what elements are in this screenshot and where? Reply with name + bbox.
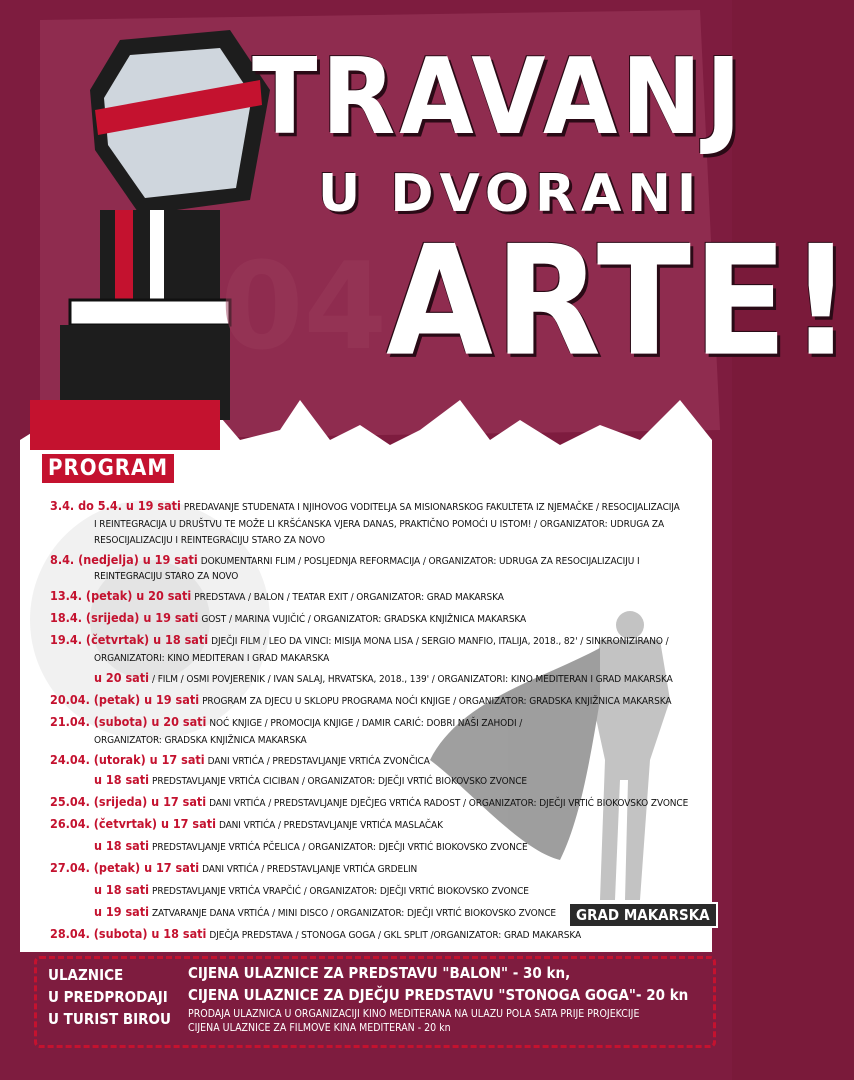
ticket-info-line-2: U PREDPRODAJI [48, 988, 168, 1006]
event-line: u 19 sati ZATVARANJE DANA VRTIĆA / MINI DISCO / ORGANIZATOR: DJEČJI VRTIĆ BIOKOVSKO ZVONCE [94, 904, 556, 919]
event-line: u 18 sati PREDSTAVLJANJE VRTIĆA CICIBAN / ORGANIZATOR: DJEČJI VRTIĆ BIOKOVSKO ZVONCE [94, 772, 527, 787]
ticket-info-line-1: ULAZNICE [48, 966, 124, 984]
event-line: 25.04. (srijeda) u 17 sati DANI VRTIĆA / PREDSTAVLJANJE DJEČJEG VRTIĆA RADOST / ORGANIZATOR: DJEČJI VRTIĆ BIOKOVSKO ZVONCE [50, 794, 689, 809]
event-line: 19.4. (četvrtak) u 18 sati DJEČJI FILM / LEO DA VINCI: MISIJA MONA LISA / SERGIO MANFIO, ITALIJA, 2018., 82' / SINKRONIZIRANO / [50, 632, 669, 647]
event-line: 20.04. (petak) u 19 sati PROGRAM ZA DJECU U SKLOPU PROGRAMA NOĆI KNJIGE / ORGANIZATOR: GRADSKA KNJIŽNICA MAKARSKA [50, 692, 672, 707]
event-line: 26.04. (četvrtak) u 17 sati DANI VRTIĆA / PREDSTAVLJANJE VRTIĆA MASLAČAK [50, 816, 443, 831]
price-stonoga-goga: CIJENA ULAZNICE ZA DJEČJU PREDSTAVU "STONOGA GOGA"- 20 kn [188, 986, 689, 1004]
event-line: ORGANIZATOR: GRADSKA KNJIŽNICA MAKARSKA [94, 735, 307, 746]
ticket-note-2: CIJENA ULAZNICE ZA FILMOVE KINA MEDITERAN - 20 kn [188, 1022, 451, 1034]
event-line: 3.4. do 5.4. u 19 sati PREDAVANJE STUDENATA I NJIHOVOG VODITELJA SA MISIONARSKOG FAKULTETA IZ NJEMAČKE / RESOCIJALIZACIJA [50, 498, 680, 513]
event-line: 24.04. (utorak) u 17 sati DANI VRTIĆA / PREDSTAVLJANJE VRTIĆA ZVONČICA [50, 752, 430, 767]
event-line: 18.4. (srijeda) u 19 sati GOST / MARINA VUJIČIĆ / ORGANIZATOR: GRADSKA KNJIŽNICA MAKARSKA [50, 610, 527, 625]
event-line: ORGANIZATORI: KINO MEDITERAN I GRAD MAKARSKA [94, 653, 330, 664]
event-line: u 18 sati PREDSTAVLJANJE VRTIĆA VRAPČIĆ / ORGANIZATOR: DJEČJI VRTIĆ BIOKOVSKO ZVONCE [94, 882, 529, 897]
title-line-1: TRAVANJ [252, 35, 746, 159]
ticket-note-1: PRODAJA ULAZNICA U ORGANIZACIJI KINO MEDITERANA NA ULAZU POLA SATA PRIJE PROJEKCIJE [188, 1008, 640, 1020]
event-line: 27.04. (petak) u 17 sati DANI VRTIĆA / PREDSTAVLJANJE VRTIĆA GRDELIN [50, 860, 418, 875]
title-line-2: U DVORANI [318, 164, 703, 224]
event-line: u 18 sati PREDSTAVLJANJE VRTIĆA PČELICA / ORGANIZATOR: DJEČJI VRTIĆ BIOKOVSKO ZVONCE [94, 838, 528, 853]
event-line: 13.4. (petak) u 20 sati PREDSTAVA / BALON / TEATAR EXIT / ORGANIZATOR: GRAD MAKARSKA [50, 588, 504, 603]
event-line: 28.04. (subota) u 18 sati DJEČJA PREDSTAVA / STONOGA GOGA / GKL SPLIT /ORGANIZATOR: GRAD MAKARSKA [50, 926, 582, 941]
grad-makarska-label: GRAD MAKARSKA [568, 902, 718, 928]
event-line: I REINTEGRACIJA U DRUŠTVU TE MOŽE LI KRŠĆANSKA VJERA DANAS, PRAKTIČNO POMOĆI U ISTOM! / ORGANIZATOR: UDRUGA ZA [94, 519, 665, 530]
event-line: REINTEGRACIJU STARO ZA NOVO [94, 571, 239, 582]
price-balon: CIJENA ULAZNICE ZA PREDSTAVU "BALON" - 30 kn, [188, 964, 571, 982]
background-number: 04 [220, 238, 387, 377]
event-line: 21.04. (subota) u 20 sati NOĆ KNJIGE / PROMOCIJA KNJIGE / DAMIR CARIĆ: DOBRI NAŠI ZAHODI / [50, 714, 523, 729]
program-label: PROGRAM [40, 452, 176, 485]
event-line: RESOCIJALIZACIJU I REINTEGRACIJU STARO ZA NOVO [94, 535, 325, 546]
title-line-3: ARTE! [386, 212, 854, 390]
event-line: 8.4. (nedjelja) u 19 sati DOKUMENTARNI FLIM / POSLJEDNJA REFORMACIJA / ORGANIZATOR: UDRUGA ZA RESOCIJALIZACIJU I [50, 552, 640, 567]
event-line: u 20 sati / FILM / OSMI POVJERENIK / IVAN SALAJ, HRVATSKA, 2018., 139' / ORGANIZATORI: KINO MEDITERAN I GRAD MAKARSKA [94, 670, 673, 685]
ticket-info-line-3: U TURIST BIROU [48, 1010, 171, 1028]
